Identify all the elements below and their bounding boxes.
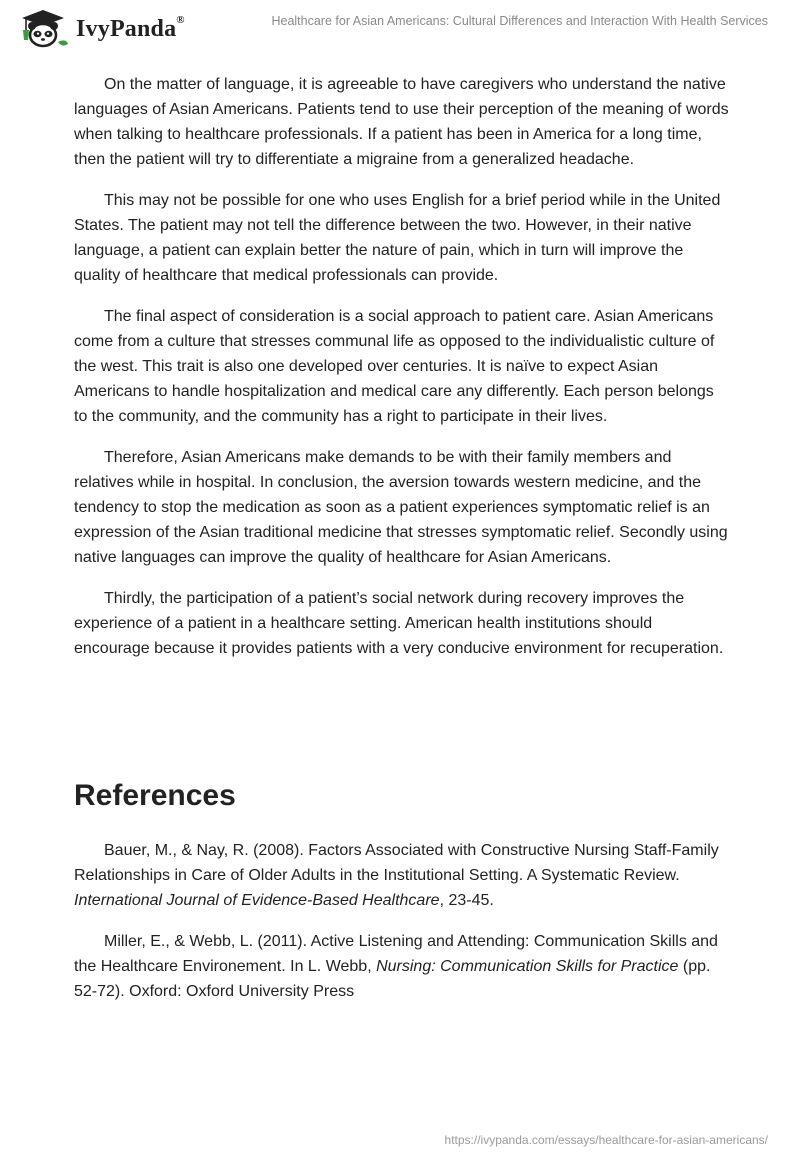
- essay-body: [74, 72, 730, 677]
- references-list: [74, 838, 730, 1020]
- panda-graduate-icon: [14, 8, 72, 50]
- paragraph-4: Therefore, Asian Americans make demands to be with their family members and relatives while in hospital. In conclusion, the aversion towards western medicine, and the tendency to stop the medication as soon as a patient experiences symptomatic relief is an expression of the Asian traditional medicine that stresses symptomatic relief. Secondly using native languages can improve the quality of healthcare for Asian Americans.: [74, 449, 728, 566]
- reference-text: Bauer, M., & Nay, R. (2008). Factors Associated with Constructive Nursing Staff-Family Relationships in Care of Older Adults in the Institutional Setting. A Systematic Review.: [74, 842, 719, 884]
- ivypanda-logo[interactable]: [14, 8, 185, 50]
- reference-text-tail: , 23-45.: [439, 892, 494, 909]
- registered-mark: ®: [176, 13, 185, 26]
- logo-name: IvyPanda: [76, 15, 177, 42]
- reference-source-title: Nursing: Communication Skills for Practice: [376, 958, 679, 975]
- logo-text: [76, 13, 185, 43]
- reference-source-title: International Journal of Evidence-Based Healthcare: [74, 892, 440, 909]
- reference-item: [74, 929, 730, 1004]
- paragraph-2: This may not be possible for one who uses English for a brief period while in the United States. The patient may not tell the difference between the two. However, in their native language, a patient can explain better the nature of pain, which in turn will improve the quality of healthcare that medical professionals can provide.: [74, 192, 721, 284]
- page-header: [0, 0, 800, 60]
- paragraph-5: Thirdly, the participation of a patient’s social network during recovery improves the experience of a patient in a healthcare setting. American health institutions should encourage because it provides patients with a very conducive environment for recuperation.: [74, 590, 724, 657]
- reference-text: Miller, E., & Webb, L. (2011). Active Listening and Attending: Communication Skills and the Healthcare Environement. In L. Webb,: [74, 933, 718, 975]
- paragraph-1: On the matter of language, it is agreeable to have caregivers who understand the native languages of Asian Americans. Patients tend to use their perception of the meaning of words when talking to healthcare professionals. If a patient has been in America for a long time, then the patient will try to differentiate a migraine from a generalized headache.: [74, 76, 729, 168]
- footer-url-link[interactable]: https://ivypanda.com/essays/healthcare-for-asian-americans/: [444, 1133, 768, 1147]
- document-title: Healthcare for Asian Americans: Cultural Differences and Interaction With Health Services: [271, 14, 768, 28]
- reference-item: [74, 838, 730, 913]
- references-heading: References: [74, 779, 236, 812]
- reference-text-tail: (pp. 52-72). Oxford: Oxford University Press: [74, 958, 711, 1000]
- paragraph-3: The final aspect of consideration is a social approach to patient care. Asian Americans come from a culture that stresses communal life as opposed to the individualistic culture of the west. This trait is also one developed over centuries. It is naïve to expect Asian Americans to handle hospitalization and medical care any differently. Each person belongs to the community, and the community has a right to participate in their lives.: [74, 308, 715, 425]
